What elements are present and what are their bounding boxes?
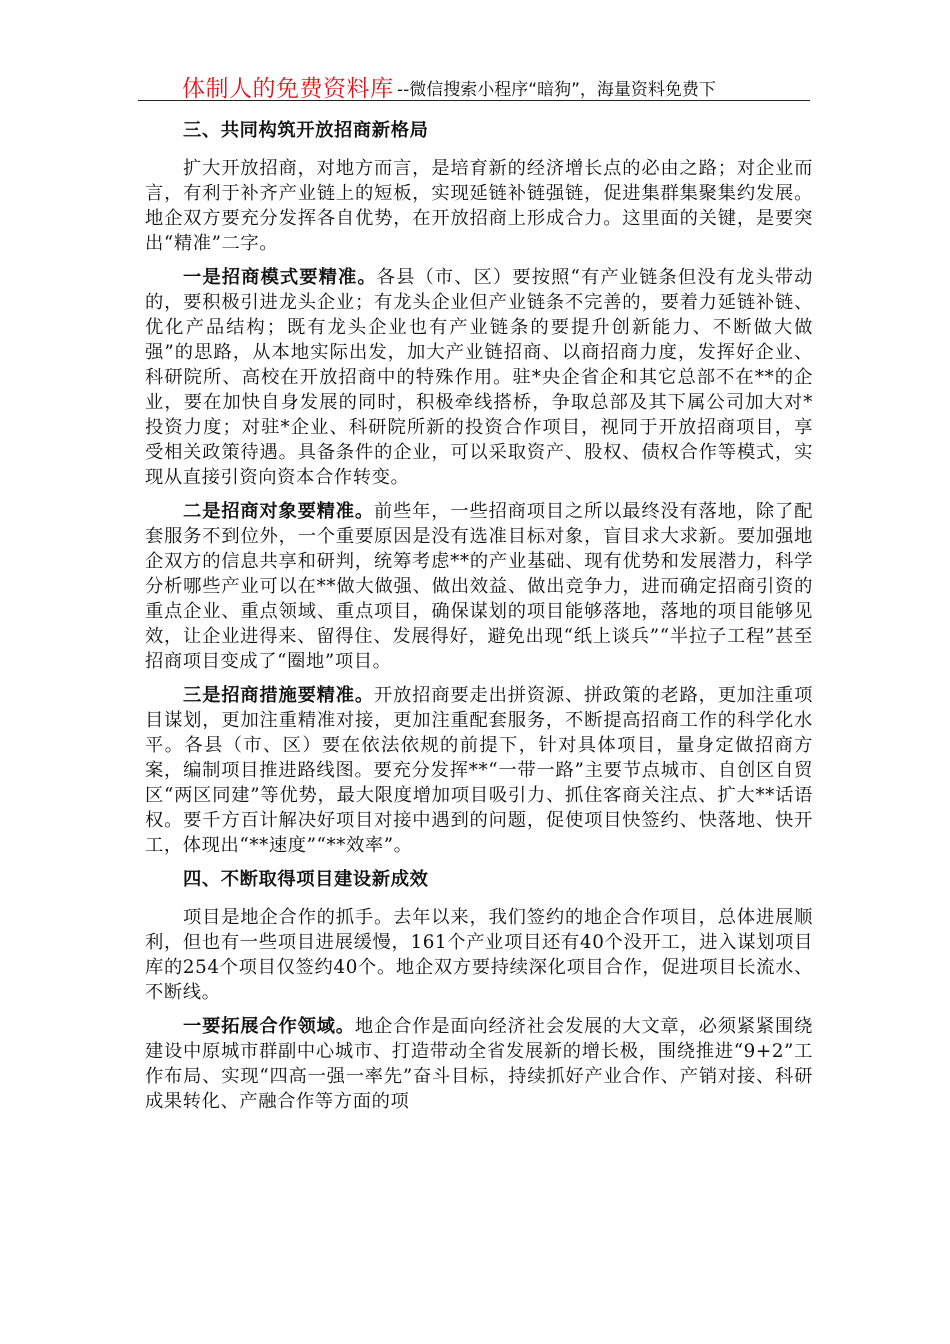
paragraph-body: 地企合作是面向经济社会发展的大文章，必须紧紧围绕建设中原城市群副中心城市、打造带动全省发展新的增长极，围绕推进“9+2”工作布局、实现“四高一强一率先”奋斗目标，持续抓好产业合作、产销对接、科研成果转化、产融合作等方面的项 — [145, 1016, 813, 1112]
paragraph-lead: 一是招商模式要精准。 — [183, 267, 377, 288]
paragraph-lead: 二是招商对象要精准。 — [183, 501, 374, 522]
section-heading: 四、不断取得项目建设新成效 — [183, 869, 429, 890]
section-heading: 三、共同构筑开放招商新格局 — [183, 120, 429, 141]
paragraph-body: 各县（市、区）要按照“有产业链条但没有龙头带动的，要积极引进龙头企业；有龙头企业但产业链条不完善的，要着力延链补链、优化产品结构；既有龙头企业也有产业链条的要提升创新能力、不断做大做强”的思路，从本地实际出发，加大产业链招商、以商招商力度，发挥好企业、科研院所、高校在开放招商中的特殊作用。驻*央企省企和其它总部不在**的企业，要在加快自身发展的同时，积极牵线搭桥，争取总部及其下属公司加大对*投资力度；对驻*企业、科研院所新的投资合作项目，视同于开放招商项目，享受相关政策待遇。具备条件的企业，可以采取资产、股权、债权合作等模式，实现从直接引资向资本合作转变。 — [145, 267, 813, 488]
paragraph: 项目是地企合作的抓手。去年以来，我们签约的地企合作项目，总体进展顺利，但也有一些项目进展缓慢，161个产业项目还有40个没开工，进入谋划项目库的254个项目仅签约40个。地企双方要持续深化项目合作，促进项目长流水、不断线。 — [145, 907, 813, 1003]
document-body — [145, 118, 813, 1123]
page-header — [138, 62, 810, 101]
header-brand: 体制人的免费资料库 — [182, 76, 394, 102]
paragraph — [145, 1014, 813, 1114]
paragraph-lead: 三是招商措施要精准。 — [183, 685, 374, 706]
paragraph-body: 开放招商要走出拼资源、拼政策的老路，更加注重项目谋划，更加注重精准对接，更加注重配套服务，不断提高招商工作的科学化水平。各县（市、区）要在依法依规的前提下，针对具体项目，量身定做招商方案，编制项目推进路线图。要充分发挥**“一带一路”主要节点城市、自创区自贸区“两区同建”等优势，最大限度增加项目吸引力、抓住客商关注点、扩大**话语权。要千方百计解决好项目对接中遇到的问题，促使项目快签约、快落地、快开工，体现出“**速度”“**效率”。 — [145, 685, 814, 856]
paragraph — [145, 683, 813, 858]
paragraph-body: 前些年，一些招商项目之所以最终没有落地，除了配套服务不到位外，一个重要原因是没有选准目标对象，盲目求大求新。要加强地企双方的信息共享和研判，统筹考虑**的产业基础、现有优势和发展潜力，科学分析哪些产业可以在**做大做强、做出效益、做出竞争力，进而确定招商引资的重点企业、重点领域、重点项目，确保谋划的项目能够落地，落地的项目能够见效，让企业进得来、留得住、发展得好，避免出现“纸上谈兵”“半拉子工程”甚至招商项目变成了“圈地”项目。 — [145, 501, 814, 672]
paragraph — [145, 499, 813, 674]
paragraph-lead: 一要拓展合作领域。 — [183, 1016, 355, 1037]
paragraph — [145, 265, 813, 490]
header-slogan: --微信搜索小程序“暗狗”，海量资料免费下 — [397, 80, 716, 100]
paragraph: 扩大开放招商，对地方而言，是培育新的经济增长点的必由之路；对企业而言，有利于补齐产业链上的短板，实现延链补链强链，促进集群集聚集约发展。地企双方要充分发挥各自优势，在开放招商上形成合力。这里面的关键，是要突出“精准”二字。 — [145, 158, 813, 254]
